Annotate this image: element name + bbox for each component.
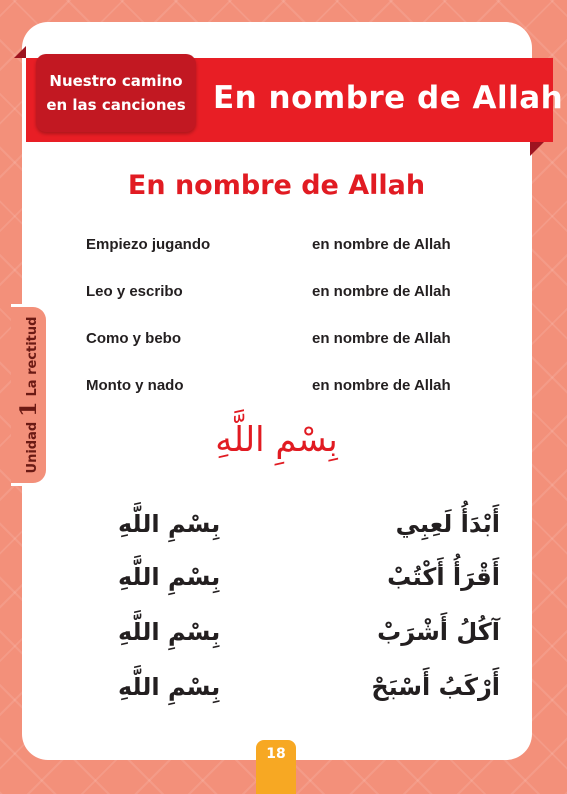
header-title: En nombre de Allah [213, 80, 564, 116]
lyric-line [0, 377, 553, 399]
section-tag [36, 54, 196, 132]
arabic-phrase: آكُلُ أَشْرَبْ [377, 618, 500, 646]
arabic-phrase: أَرْكَبُ أَسْبَحْ [371, 673, 500, 701]
lyric-action: Empiezo jugando [86, 236, 211, 253]
arabic-refrain: بِسْمِ اللَّهِ [118, 673, 221, 701]
section-tag-line-1: Nuestro camino [49, 72, 183, 90]
ribbon-fold-right [530, 142, 544, 156]
ribbon-fold-left [14, 46, 26, 58]
section-tag-line-2: en las canciones [46, 96, 186, 114]
page-number: 18 [256, 740, 296, 794]
lyric-line [0, 283, 553, 305]
arabic-refrain: بِسْمِ اللَّهِ [118, 563, 221, 591]
lyric-action: Como y bebo [86, 330, 182, 347]
arabic-title: بِسْمِ اللَّهِ [215, 420, 338, 460]
arabic-refrain: بِسْمِ اللَّهِ [118, 618, 221, 646]
lyric-refrain: en nombre de Allah [312, 377, 451, 394]
unit-word: Unidad [24, 421, 40, 474]
lyric-refrain: en nombre de Allah [312, 236, 451, 253]
arabic-line [0, 510, 553, 546]
arabic-line [0, 618, 553, 654]
arabic-line [0, 563, 553, 599]
unit-name: La rectitud [24, 316, 40, 397]
lyric-refrain: en nombre de Allah [312, 283, 451, 300]
lyric-refrain: en nombre de Allah [312, 330, 451, 347]
song-title: En nombre de Allah [127, 170, 426, 201]
unit-number: 1 [15, 401, 42, 417]
lyric-action: Leo y escribo [86, 283, 183, 300]
lyric-line [0, 236, 553, 258]
arabic-line [0, 673, 553, 709]
lyric-line [0, 330, 553, 352]
arabic-phrase: أَبْدَأُ لَعِبِي [395, 510, 500, 538]
lyric-action: Monto y nado [86, 377, 184, 394]
arabic-refrain: بِسْمِ اللَّهِ [118, 510, 221, 538]
arabic-phrase: أَقْرَأُ أَكْتُبْ [387, 563, 500, 591]
